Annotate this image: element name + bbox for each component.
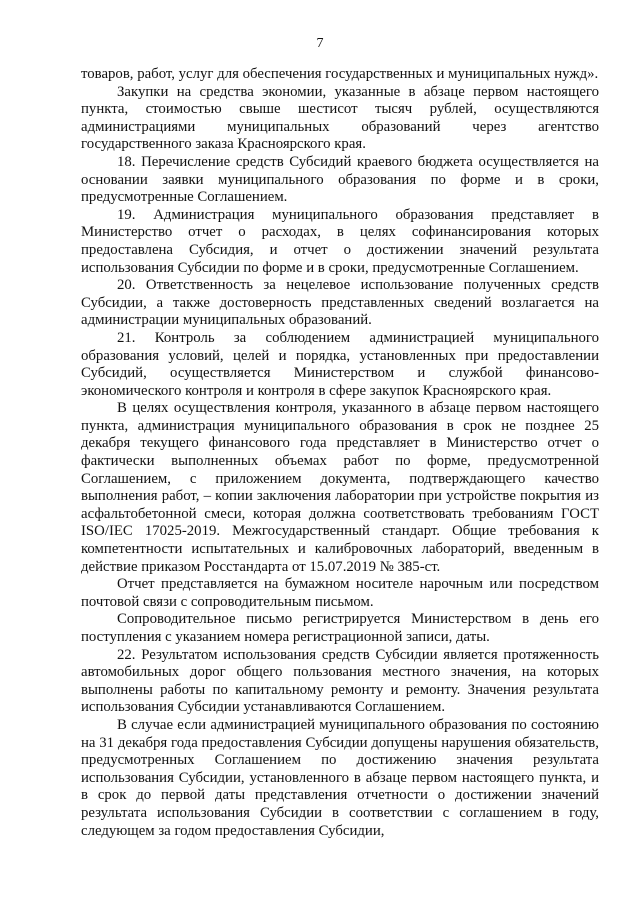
paragraph-report-delivery: Отчет представляется на бумажном носителе нарочным или посредством почтовой связи с сопроводительным письмом. (81, 576, 599, 610)
paragraph-procurement-continuation: товаров, работ, услуг для обеспечения государственных и муниципальных нужд». (81, 66, 599, 82)
paragraph-item-21: 21. Контроль за соблюдением администрацией муниципального образования условий, целей и порядка, установленных при предоставлении Субсидий, осуществляется Министерством и службой финансово-экономического контроля и контроля в сфере закупок Красноярского края. (81, 329, 599, 399)
paragraph-item-20: 20. Ответственность за нецелевое использование полученных средств Субсидии, а также достоверность представленных сведений возлагается на администрации муниципальных образований. (81, 277, 599, 329)
document-body (81, 66, 599, 840)
paragraph-cover-letter: Сопроводительное письмо регистрируется Министерством в день его поступления с указанием номера регистрационной записи, даты. (81, 611, 599, 645)
paragraph-item-18: 18. Перечисление средств Субсидий краевого бюджета осуществляется на основании заявки муниципального образования по форме и в сроки, предусмотренные Соглашением. (81, 153, 599, 206)
paragraph-item-19: 19. Администрация муниципального образования представляет в Министерство отчет о расходах, в целях софинансирования которых предоставлена Субсидия, и отчет о достижении значений результата использования Субсидии по форме и в сроки, предусмотренные Соглашением. (81, 206, 599, 276)
paragraph-item-22: 22. Результатом использования средств Субсидии является протяженность автомобильных дорог общего пользования местного значения, на которых выполнены работы по капитальному ремонту и ремонту. Значения результата использования Субсидии устанавливаются Соглашением. (81, 646, 599, 716)
page-number: 7 (316, 36, 324, 51)
paragraph-violation-case: В случае если администрацией муниципального образования по состоянию на 31 декабря года предоставления Субсидии допущены нарушения обязательств, предусмотренных Соглашением по достижению значения результата использования Субсидии, установленного в абзаце первом настоящего пункта, и в срок до первой даты представления отчетности о достижении значений результата использования Субсидии в соответствии с соглашением в году, следующем за годом предоставления Субсидии, (81, 716, 599, 839)
paragraph-savings-procurement: Закупки на средства экономии, указанные в абзаце первом настоящего пункта, стоимостью свыше шестисот тысяч рублей, осуществляются администрациями муниципальных образований через агентство государственного заказа Красноярского края. (81, 83, 599, 153)
paragraph-control-report: В целях осуществления контроля, указанного в абзаце первом настоящего пункта, администрация муниципального образования в срок не позднее 25 декабря текущего финансового года представляет в Министерство отчет о фактически выполненных объемах работ по форме, предусмотренной Соглашением, с приложением документа, подтверждающего качество выполнения работ, – копии заключения лаборатории при устройстве покрытия из асфальтобетонной смеси, которая должна соответствовать требованиям ГОСТ ISO/IEC 17025-2019. Межгосударственный стандарт. Общие требования к компетентности испытательных и калибровочных лабораторий, введенным в действие приказом Росстандарта от 15.07.2019 № 385-ст. (81, 400, 599, 575)
